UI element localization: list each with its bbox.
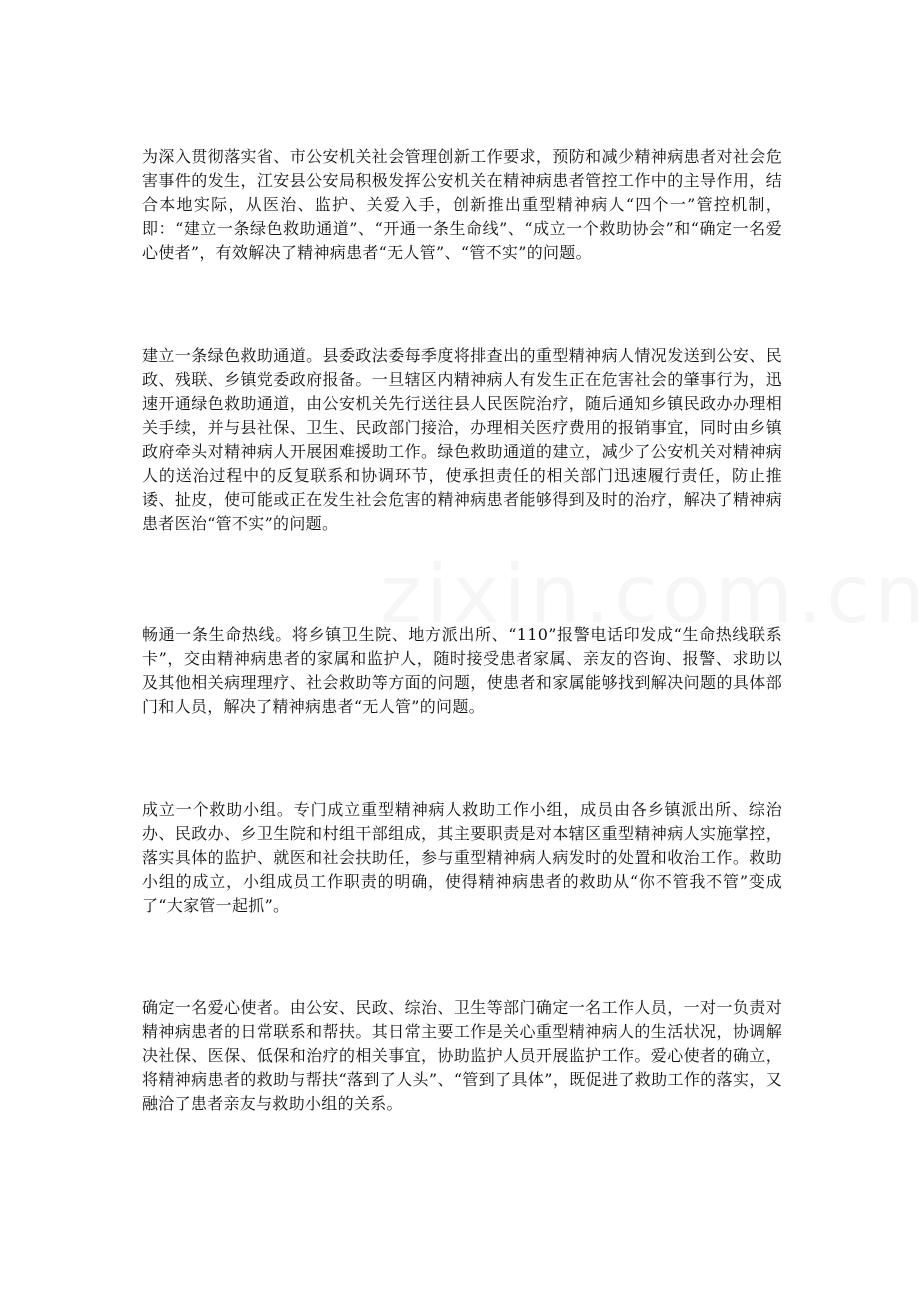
intro-paragraph: 为深入贯彻落实省、市公安机关社会管理创新工作要求，预防和减少精神病患者对社会危害事件的发生，江安县公安局积极发挥公安机关在精神病患者管控工作中的主导作用，结合本地实际，从医治、监护、关爱入手，创新推出重型精神病人“四个一”管控机制，即：“建立一条绿色救助通道”、“开通一条生命线”、“成立一个救助协会”和“确定一名爱心使者”，有效解决了精神病患者“无人管”、“管不实”的问题。 bbox=[142, 147, 782, 262]
lifeline-paragraph: 畅通一条生命热线。将乡镇卫生院、地方派出所、“110”报警电话印发成“生命热线联系卡”，交由精神病患者的家属和监护人，随时接受患者家属、亲友的咨询、报警、求助以及其他相关病理理疗、社会救助等方面的问题，使患者和家属能够找到解决问题的具体部门和人员，解决了精神病患者“无人管”的问题。 bbox=[142, 625, 782, 716]
rescue-group-paragraph: 成立一个救助小组。专门成立重型精神病人救助工作小组，成员由各乡镇派出所、综治办、民政办、乡卫生院和村组干部组成，其主要职责是对本辖区重型精神病人实施掌控，落实具体的监护、就医和社会扶助任，参与重型精神病人病发时的处置和收治工作。救助小组的成立，小组成员工作职责的明确，使得精神病患者的救助从“你不管我不管”变成了“大家管一起抓”。 bbox=[142, 800, 782, 915]
green-channel-paragraph: 建立一条绿色救助通道。县委政法委每季度将排查出的重型精神病人情况发送到公安、民政、残联、乡镇党委政府报备。一旦辖区内精神病人有发生正在危害社会的肇事行为，迅速开通绿色救助通道，由公安机关先行送往县人民医院治疗，随后通知乡镇民政办办理相关手续，并与县社保、卫生、民政部门接洽，办理相关医疗费用的报销事宜，同时由乡镇政府牵头对精神病人开展困难援助工作。绿色救助通道的建立，减少了公安机关对精神病人的送治过程中的反复联系和协调环节，使承担责任的相关部门迅速履行责任，防止推诿、扯皮，使可能或正在发生社会危害的精神病患者能够得到及时的治疗，解决了精神病患者医治“管不实”的问题。 bbox=[142, 346, 782, 533]
love-envoy-paragraph: 确定一名爱心使者。由公安、民政、综治、卫生等部门确定一名工作人员，一对一负责对精神病患者的日常联系和帮扶。其日常主要工作是关心重型精神病人的生活状况，协调解决社保、医保、低保和治疗的相关事宜，协助监护人员开展监护工作。爱心使者的确立，将精神病患者的救助与帮扶“落到了人头”、“管到了具体”，既促进了救助工作的落实，又融洽了患者亲友与救助小组的关系。 bbox=[142, 998, 782, 1113]
